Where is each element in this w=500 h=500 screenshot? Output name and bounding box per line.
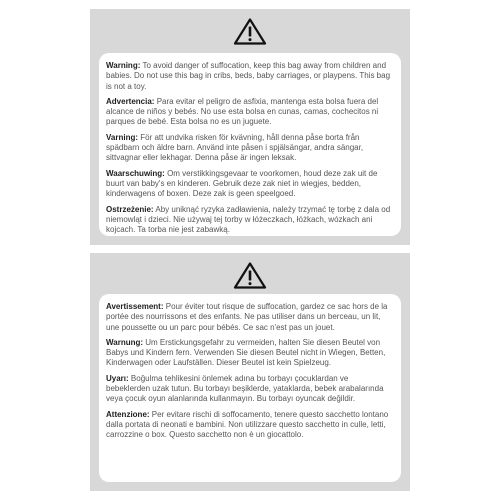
warning-triangle-icon	[233, 17, 267, 46]
warning-lead: Warnung:	[106, 337, 144, 347]
warning-lead: Ostrzeżenie:	[106, 204, 154, 214]
warning-pl	[106, 205, 393, 236]
warning-triangle-icon	[233, 261, 267, 290]
warning-body: Pour éviter tout risque de suffocation, gardez ce sac hors de la portée des nourrissons et des enfants. Ne pas utiliser dans un berceau, un lit, une poussette ou un parc pour bébés. Ce sac n'est pas un jouet.	[106, 302, 388, 332]
warning-de	[106, 338, 393, 369]
warning-body: För att undvika risken för kvävning, håll denna påse borta från spädbarn och äldre barn. Använd inte påsen i spjälsängar, andra sängar, sittvagnar eller lekhagar. Denna påse är ingen leksak.	[106, 132, 364, 163]
warning-icon-area	[90, 9, 410, 53]
warning-lead: Avertissement:	[106, 302, 164, 311]
warning-body: Um Erstickungsgefahr zu vermeiden, halten Sie diesen Beutel von Babys und Kindern fern. Verwenden Sie diesen Beutel nicht in Wiegen, Betten, Kinderwagen oder Laufställen. Dieser Beutel ist kein Spielzeug.	[106, 337, 386, 368]
warning-body: Boğulma tehlikesini önlemek adına bu torbayı çocuklardan ve bebeklerden uzak tutun. Bu torbayı beşiklerde, yataklarda, bebek arabalarında veya çocuk oyun alanlarında kullanmayın. Bu torbayı oyuncak değildir.	[106, 373, 384, 404]
warning-body: Om verstikkingsgevaar te voorkomen, houd deze zak uit de buurt van baby's en kinderen. Gebruik deze zak niet in wiegjes, bedden, kinderwagens of boxen. Deze zak is geen speelgoed.	[106, 168, 378, 199]
warning-lead: Waarschuwing:	[106, 168, 165, 178]
warning-lead: Attenzione:	[106, 409, 150, 419]
warning-lead: Uyarı:	[106, 373, 129, 383]
warning-lead: Warning:	[106, 61, 141, 70]
warning-body: To avoid danger of suffocation, keep this bag away from children and babies. Do not use this bag in cribs, beds, baby carriages, or playpens. This bag is not a toy.	[106, 61, 391, 91]
warning-it	[106, 410, 393, 441]
warning-body: Para evitar el peligro de asfixia, mantenga esta bolsa fuera del alcance de niños y bebés. No use esta bolsa en cunas, camas, cochecitos ni parques de bebé. Esta bolsa no es un juguete.	[106, 96, 379, 127]
warning-nl	[106, 169, 393, 200]
warning-body: Per evitare rischi di soffocamento, tenere questo sacchetto lontano dalla portata di neonati e bambini. Non utilizzare questo sacchetto in culle, letti, carrozzine o box. Questo sacchetto non è un giocattolo.	[106, 409, 389, 440]
warning-en	[106, 61, 393, 92]
warning-label-bottom	[90, 253, 410, 491]
warning-label-top	[90, 9, 410, 245]
warning-text-card	[99, 294, 401, 482]
warning-body: Aby uniknąć ryzyka zadławienia, należy trzymać tę torbę z dala od niemowląt i dzieci. Nie używaj tej torby w łóżeczkach, łóżkach, wózkach ani kojcach. Ta torba nie jest zabawką.	[106, 204, 391, 235]
warning-sv	[106, 133, 393, 164]
warning-lead: Varning:	[106, 132, 139, 142]
warning-fr	[106, 302, 393, 333]
warning-text-card	[99, 53, 401, 236]
warning-tr	[106, 374, 393, 405]
warning-icon-area	[90, 253, 410, 297]
warning-lead: Advertencia:	[106, 96, 155, 106]
warning-es	[106, 97, 393, 128]
